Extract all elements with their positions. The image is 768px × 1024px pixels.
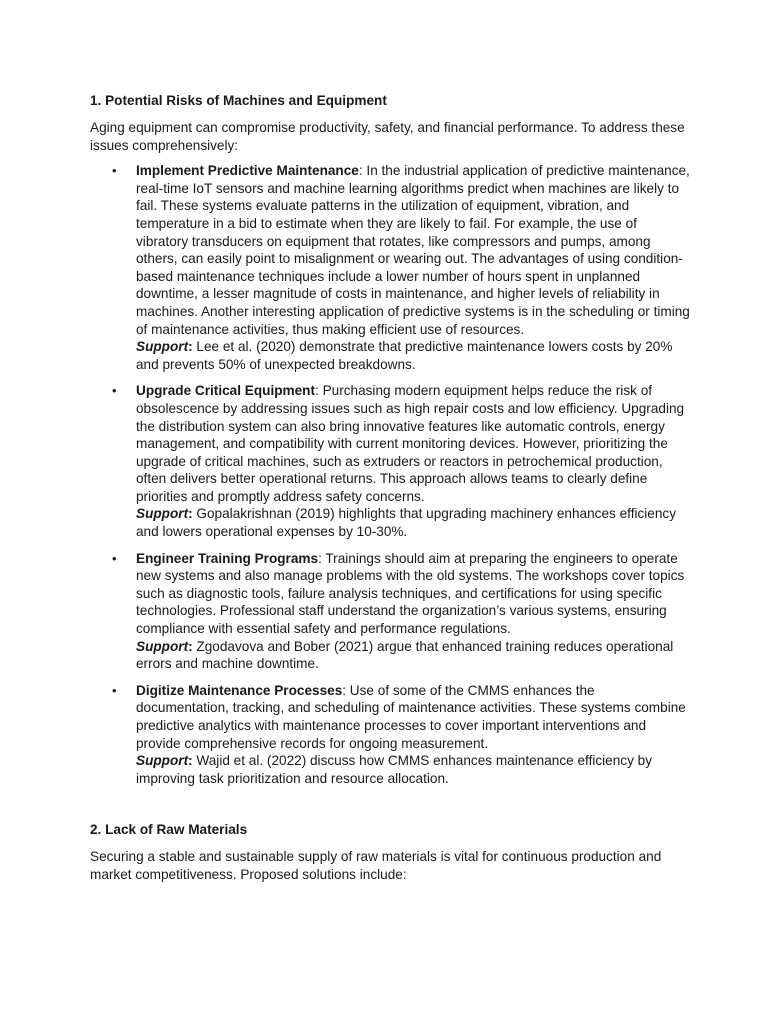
section-1-list (90, 162, 690, 787)
support-text: Wajid et al. (2022) discuss how CMMS enhances maintenance efficiency by improving task prioritization and resource allocation. (136, 753, 653, 786)
item-term: Digitize Maintenance Processes (136, 682, 343, 698)
item-body: : In the industrial application of predictive maintenance, real-time IoT sensors and machine learning algorithms predict when machines are likely to fail. These systems evaluate patterns in the utilization of equipment, vibration, and temperature in a bid to estimate when they are likely to fail. For example, the use of vibratory transducers on equipment that rotates, like compressors and pumps, among others, can easily point to misalignment or wearing out. The advantages of using condition-based maintenance techniques include a lower number of hours spent in unplanned downtime, a lesser magnitude of costs in maintenance, and higher levels of reliability in machines. Another interesting application of predictive systems is in the scheduling or timing of maintenance activities, thus making efficient use of resources. (136, 163, 690, 337)
item-term: Implement Predictive Maintenance (136, 163, 359, 179)
section-2-intro: Securing a stable and sustainable supply of raw materials is vital for continuous production and market competitiveness. Proposed solutions include: (90, 849, 662, 882)
item-body: : Purchasing modern equipment helps reduce the risk of obsolescence by addressing issues such as high repair costs and low efficiency. Upgrading the distribution system can also bring innovative features like automatic controls, energy management, and compatibility with current monitoring devices. However, prioritizing the upgrade of critical machines, such as extruders or reactors in petrochemical production, often delivers better operational returns. This approach allows teams to clearly define priorities and promptly address safety concerns. (136, 383, 685, 504)
list-item (90, 382, 690, 540)
support-line (136, 338, 690, 373)
list-item (90, 550, 690, 673)
support-label: Support (136, 638, 189, 654)
item-term: Upgrade Critical Equipment (136, 383, 316, 399)
document-page (90, 92, 690, 884)
support-colon: : (188, 638, 193, 654)
support-text: Zgodavova and Bober (2021) argue that enhanced training reduces operational errors and machine downtime. (136, 638, 674, 672)
support-line (136, 752, 690, 787)
bullet-icon: • (112, 682, 117, 698)
support-colon: : (188, 339, 193, 355)
support-text: Gopalakrishnan (2019) highlights that upgrading machinery enhances efficiency and lowers operational expenses by 10-30%. (136, 506, 677, 540)
section-2 (90, 821, 690, 883)
section-1-intro: Aging equipment can compromise productivity, safety, and financial performance. To address these issues comprehensively: (90, 120, 685, 153)
support-line (136, 638, 690, 673)
bullet-icon: • (112, 550, 117, 566)
bullet-icon: • (112, 163, 117, 179)
item-term: Engineer Training Programs (136, 550, 319, 566)
bullet-icon: • (112, 383, 117, 399)
support-colon: : (188, 753, 193, 769)
section-1-heading: 1. Potential Risks of Machines and Equipment (90, 93, 387, 108)
support-colon: : (188, 506, 193, 522)
item-body: : Use of some of the CMMS enhances the documentation, tracking, and scheduling of maintenance activities. These systems combine predictive analytics with maintenance processes to cover important interventions and provide comprehensive records for ongoing measurement. (136, 682, 686, 751)
list-item (90, 162, 690, 373)
support-label: Support (136, 339, 189, 355)
support-label: Support (136, 506, 189, 522)
support-label: Support (136, 753, 189, 769)
list-item (90, 682, 690, 788)
support-line (136, 505, 690, 540)
section-2-heading: 2. Lack of Raw Materials (90, 822, 248, 838)
item-body: : Trainings should aim at preparing the engineers to operate new systems and also manage problems with the old systems. The workshops cover topics such as diagnostic tools, failure analysis techniques, and certifications for using specific technologies. Professional staff understand the organization’s various systems, ensuring compliance with essential safety and performance regulations. (136, 550, 685, 637)
support-text: Lee et al. (2020) demonstrate that predictive maintenance lowers costs by 20% and prevents 50% of unexpected breakdowns. (136, 339, 673, 372)
